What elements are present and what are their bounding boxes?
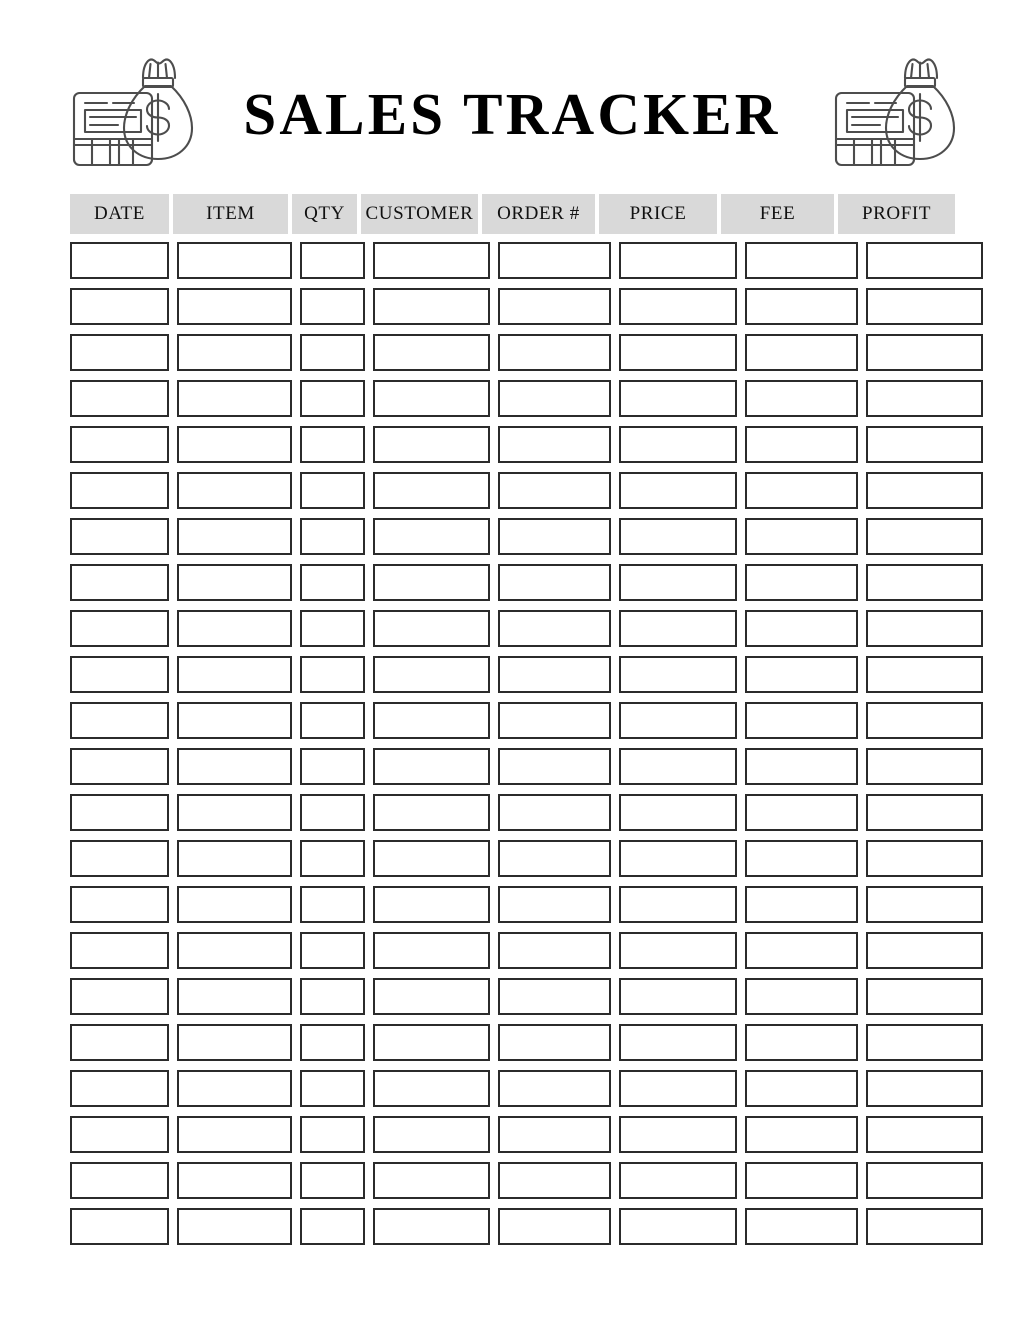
cell-item[interactable] bbox=[177, 610, 292, 647]
table-row bbox=[70, 564, 945, 601]
cell-fee[interactable] bbox=[745, 564, 858, 601]
cell-profit[interactable] bbox=[866, 518, 983, 555]
cell-customer[interactable] bbox=[373, 1024, 490, 1061]
cell-customer[interactable] bbox=[373, 1116, 490, 1153]
cell-price[interactable] bbox=[619, 702, 737, 739]
cell-date[interactable] bbox=[70, 380, 169, 417]
sales-tracker-table bbox=[70, 194, 945, 1254]
cell-price[interactable] bbox=[619, 380, 737, 417]
cell-profit[interactable] bbox=[866, 472, 983, 509]
cell-profit[interactable] bbox=[866, 564, 983, 601]
cell-item[interactable] bbox=[177, 1116, 292, 1153]
cell-date[interactable] bbox=[70, 288, 169, 325]
cell-price[interactable] bbox=[619, 748, 737, 785]
table-row bbox=[70, 518, 945, 555]
cell-fee[interactable] bbox=[745, 518, 858, 555]
cell-item[interactable] bbox=[177, 242, 292, 279]
cell-customer[interactable] bbox=[373, 380, 490, 417]
cell-date[interactable] bbox=[70, 242, 169, 279]
cell-fee[interactable] bbox=[745, 288, 858, 325]
cell-profit[interactable] bbox=[866, 656, 983, 693]
cell-qty[interactable] bbox=[300, 1024, 365, 1061]
cell-price[interactable] bbox=[619, 840, 737, 877]
cell-qty[interactable] bbox=[300, 748, 365, 785]
cell-price[interactable] bbox=[619, 1070, 737, 1107]
cell-qty[interactable] bbox=[300, 288, 365, 325]
cell-order[interactable] bbox=[498, 794, 611, 831]
column-header-fee[interactable]: FEE bbox=[721, 194, 834, 234]
cell-price[interactable] bbox=[619, 610, 737, 647]
cell-item[interactable] bbox=[177, 1024, 292, 1061]
cell-order[interactable] bbox=[498, 242, 611, 279]
cell-qty[interactable] bbox=[300, 840, 365, 877]
cell-order[interactable] bbox=[498, 610, 611, 647]
cell-price[interactable] bbox=[619, 334, 737, 371]
column-header-profit[interactable]: PROFIT bbox=[838, 194, 955, 234]
cell-qty[interactable] bbox=[300, 380, 365, 417]
cell-customer[interactable] bbox=[373, 978, 490, 1015]
cell-profit[interactable] bbox=[866, 610, 983, 647]
cell-customer[interactable] bbox=[373, 564, 490, 601]
cell-order[interactable] bbox=[498, 1024, 611, 1061]
cell-profit[interactable] bbox=[866, 380, 983, 417]
cell-qty[interactable] bbox=[300, 656, 365, 693]
cell-price[interactable] bbox=[619, 794, 737, 831]
cell-customer[interactable] bbox=[373, 702, 490, 739]
cell-date[interactable] bbox=[70, 518, 169, 555]
cell-order[interactable] bbox=[498, 1162, 611, 1199]
cell-item[interactable] bbox=[177, 518, 292, 555]
cell-profit[interactable] bbox=[866, 242, 983, 279]
cell-date[interactable] bbox=[70, 1024, 169, 1061]
page-title: SALES TRACKER bbox=[243, 80, 781, 147]
cell-date[interactable] bbox=[70, 426, 169, 463]
column-header-item[interactable]: ITEM bbox=[173, 194, 288, 234]
cell-customer[interactable] bbox=[373, 334, 490, 371]
cell-price[interactable] bbox=[619, 886, 737, 923]
cell-fee[interactable] bbox=[745, 472, 858, 509]
cell-profit[interactable] bbox=[866, 702, 983, 739]
cell-fee[interactable] bbox=[745, 978, 858, 1015]
cell-date[interactable] bbox=[70, 564, 169, 601]
table-body bbox=[70, 242, 945, 1245]
cell-profit[interactable] bbox=[866, 794, 983, 831]
table-row bbox=[70, 840, 945, 877]
column-header-price[interactable]: PRICE bbox=[599, 194, 717, 234]
cell-price[interactable] bbox=[619, 978, 737, 1015]
cell-profit[interactable] bbox=[866, 886, 983, 923]
cell-fee[interactable] bbox=[745, 840, 858, 877]
table-row bbox=[70, 1070, 945, 1107]
cell-price[interactable] bbox=[619, 564, 737, 601]
cell-customer[interactable] bbox=[373, 288, 490, 325]
cell-fee[interactable] bbox=[745, 1024, 858, 1061]
cell-order[interactable] bbox=[498, 1208, 611, 1245]
cell-customer[interactable] bbox=[373, 426, 490, 463]
cell-customer[interactable] bbox=[373, 748, 490, 785]
cell-price[interactable] bbox=[619, 288, 737, 325]
cell-date[interactable] bbox=[70, 1070, 169, 1107]
cell-fee[interactable] bbox=[745, 1116, 858, 1153]
cell-item[interactable] bbox=[177, 656, 292, 693]
cell-profit[interactable] bbox=[866, 288, 983, 325]
cell-fee[interactable] bbox=[745, 702, 858, 739]
cell-date[interactable] bbox=[70, 748, 169, 785]
cell-profit[interactable] bbox=[866, 1208, 983, 1245]
table-row bbox=[70, 886, 945, 923]
cell-qty[interactable] bbox=[300, 564, 365, 601]
cell-item[interactable] bbox=[177, 288, 292, 325]
column-header-qty[interactable]: QTY bbox=[292, 194, 357, 234]
cell-qty[interactable] bbox=[300, 472, 365, 509]
cell-qty[interactable] bbox=[300, 794, 365, 831]
cell-profit[interactable] bbox=[866, 932, 983, 969]
column-header-order[interactable]: ORDER # bbox=[482, 194, 595, 234]
cell-qty[interactable] bbox=[300, 702, 365, 739]
receipt-money-bag-icon bbox=[827, 55, 959, 173]
cell-price[interactable] bbox=[619, 1116, 737, 1153]
cell-fee[interactable] bbox=[745, 610, 858, 647]
cell-profit[interactable] bbox=[866, 1024, 983, 1061]
cell-price[interactable] bbox=[619, 1208, 737, 1245]
table-row bbox=[70, 794, 945, 831]
cell-profit[interactable] bbox=[866, 1162, 983, 1199]
cell-fee[interactable] bbox=[745, 932, 858, 969]
cell-order[interactable] bbox=[498, 886, 611, 923]
cell-customer[interactable] bbox=[373, 472, 490, 509]
table-row bbox=[70, 1116, 945, 1153]
cell-price[interactable] bbox=[619, 518, 737, 555]
cell-order[interactable] bbox=[498, 748, 611, 785]
cell-date[interactable] bbox=[70, 978, 169, 1015]
cell-item[interactable] bbox=[177, 1070, 292, 1107]
cell-customer[interactable] bbox=[373, 1208, 490, 1245]
cell-qty[interactable] bbox=[300, 1116, 365, 1153]
cell-qty[interactable] bbox=[300, 610, 365, 647]
cell-date[interactable] bbox=[70, 1162, 169, 1199]
cell-customer[interactable] bbox=[373, 886, 490, 923]
table-row bbox=[70, 1162, 945, 1199]
cell-price[interactable] bbox=[619, 1162, 737, 1199]
cell-qty[interactable] bbox=[300, 1070, 365, 1107]
receipt-money-bag-icon bbox=[65, 55, 197, 173]
cell-item[interactable] bbox=[177, 748, 292, 785]
cell-qty[interactable] bbox=[300, 886, 365, 923]
cell-date[interactable] bbox=[70, 794, 169, 831]
cell-item[interactable] bbox=[177, 334, 292, 371]
table-row bbox=[70, 426, 945, 463]
cell-customer[interactable] bbox=[373, 932, 490, 969]
cell-order[interactable] bbox=[498, 1070, 611, 1107]
cell-fee[interactable] bbox=[745, 380, 858, 417]
cell-profit[interactable] bbox=[866, 748, 983, 785]
table-row bbox=[70, 380, 945, 417]
table-row bbox=[70, 242, 945, 279]
cell-date[interactable] bbox=[70, 610, 169, 647]
cell-fee[interactable] bbox=[745, 1208, 858, 1245]
cell-fee[interactable] bbox=[745, 1070, 858, 1107]
cell-order[interactable] bbox=[498, 380, 611, 417]
cell-fee[interactable] bbox=[745, 334, 858, 371]
table-row bbox=[70, 1208, 945, 1245]
cell-qty[interactable] bbox=[300, 426, 365, 463]
cell-order[interactable] bbox=[498, 426, 611, 463]
table-header-row bbox=[70, 194, 945, 234]
cell-item[interactable] bbox=[177, 426, 292, 463]
cell-fee[interactable] bbox=[745, 656, 858, 693]
cell-item[interactable] bbox=[177, 380, 292, 417]
cell-date[interactable] bbox=[70, 1208, 169, 1245]
cell-date[interactable] bbox=[70, 702, 169, 739]
table-row bbox=[70, 748, 945, 785]
cell-item[interactable] bbox=[177, 702, 292, 739]
cell-qty[interactable] bbox=[300, 978, 365, 1015]
table-row bbox=[70, 334, 945, 371]
cell-item[interactable] bbox=[177, 1162, 292, 1199]
cell-item[interactable] bbox=[177, 564, 292, 601]
cell-price[interactable] bbox=[619, 656, 737, 693]
cell-price[interactable] bbox=[619, 472, 737, 509]
cell-order[interactable] bbox=[498, 840, 611, 877]
cell-date[interactable] bbox=[70, 886, 169, 923]
cell-fee[interactable] bbox=[745, 426, 858, 463]
cell-price[interactable] bbox=[619, 426, 737, 463]
cell-price[interactable] bbox=[619, 932, 737, 969]
cell-order[interactable] bbox=[498, 978, 611, 1015]
cell-date[interactable] bbox=[70, 840, 169, 877]
cell-order[interactable] bbox=[498, 564, 611, 601]
cell-price[interactable] bbox=[619, 242, 737, 279]
cell-order[interactable] bbox=[498, 334, 611, 371]
column-header-customer[interactable]: CUSTOMER bbox=[361, 194, 478, 234]
page-header bbox=[0, 48, 1024, 180]
cell-order[interactable] bbox=[498, 518, 611, 555]
cell-qty[interactable] bbox=[300, 1162, 365, 1199]
cell-order[interactable] bbox=[498, 1116, 611, 1153]
cell-item[interactable] bbox=[177, 978, 292, 1015]
table-row bbox=[70, 932, 945, 969]
cell-order[interactable] bbox=[498, 932, 611, 969]
cell-order[interactable] bbox=[498, 288, 611, 325]
table-row bbox=[70, 610, 945, 647]
cell-profit[interactable] bbox=[866, 978, 983, 1015]
cell-fee[interactable] bbox=[745, 242, 858, 279]
cell-order[interactable] bbox=[498, 702, 611, 739]
table-row bbox=[70, 978, 945, 1015]
cell-fee[interactable] bbox=[745, 886, 858, 923]
cell-fee[interactable] bbox=[745, 748, 858, 785]
cell-profit[interactable] bbox=[866, 1070, 983, 1107]
cell-qty[interactable] bbox=[300, 518, 365, 555]
cell-order[interactable] bbox=[498, 472, 611, 509]
cell-customer[interactable] bbox=[373, 656, 490, 693]
table-row bbox=[70, 1024, 945, 1061]
cell-qty[interactable] bbox=[300, 1208, 365, 1245]
cell-item[interactable] bbox=[177, 794, 292, 831]
cell-date[interactable] bbox=[70, 656, 169, 693]
cell-qty[interactable] bbox=[300, 334, 365, 371]
cell-customer[interactable] bbox=[373, 1070, 490, 1107]
cell-date[interactable] bbox=[70, 334, 169, 371]
table-row bbox=[70, 656, 945, 693]
cell-customer[interactable] bbox=[373, 610, 490, 647]
table-row bbox=[70, 288, 945, 325]
cell-customer[interactable] bbox=[373, 840, 490, 877]
cell-date[interactable] bbox=[70, 932, 169, 969]
cell-item[interactable] bbox=[177, 840, 292, 877]
cell-item[interactable] bbox=[177, 472, 292, 509]
cell-date[interactable] bbox=[70, 1116, 169, 1153]
cell-fee[interactable] bbox=[745, 794, 858, 831]
cell-price[interactable] bbox=[619, 1024, 737, 1061]
cell-customer[interactable] bbox=[373, 518, 490, 555]
cell-order[interactable] bbox=[498, 656, 611, 693]
cell-customer[interactable] bbox=[373, 794, 490, 831]
cell-item[interactable] bbox=[177, 1208, 292, 1245]
cell-profit[interactable] bbox=[866, 334, 983, 371]
column-header-date[interactable]: DATE bbox=[70, 194, 169, 234]
table-row bbox=[70, 472, 945, 509]
cell-qty[interactable] bbox=[300, 242, 365, 279]
cell-profit[interactable] bbox=[866, 426, 983, 463]
cell-item[interactable] bbox=[177, 886, 292, 923]
cell-profit[interactable] bbox=[866, 840, 983, 877]
cell-qty[interactable] bbox=[300, 932, 365, 969]
cell-customer[interactable] bbox=[373, 1162, 490, 1199]
cell-customer[interactable] bbox=[373, 242, 490, 279]
cell-item[interactable] bbox=[177, 932, 292, 969]
table-row bbox=[70, 702, 945, 739]
cell-fee[interactable] bbox=[745, 1162, 858, 1199]
cell-profit[interactable] bbox=[866, 1116, 983, 1153]
cell-date[interactable] bbox=[70, 472, 169, 509]
